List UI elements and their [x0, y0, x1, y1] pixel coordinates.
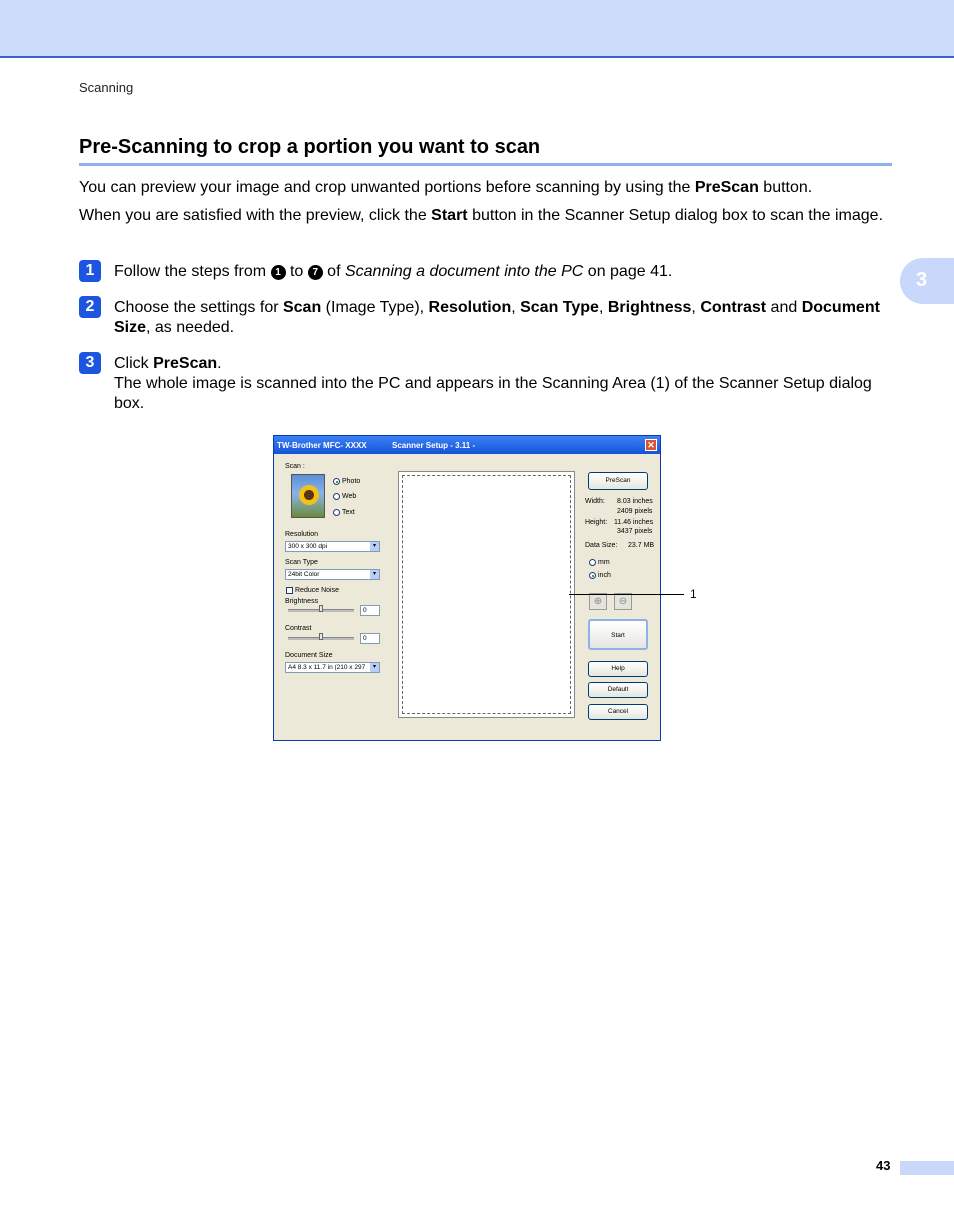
title-underline: [79, 163, 892, 166]
scanner-setup-dialog: [273, 435, 661, 741]
radio-mm[interactable]: [589, 559, 596, 566]
zoom-in-icon[interactable]: ⊕: [589, 593, 607, 610]
chapter-tab: 3: [900, 258, 954, 304]
radio-text[interactable]: [333, 509, 340, 516]
step-circle-7: 7: [308, 265, 323, 280]
radio-inch[interactable]: [589, 572, 596, 579]
brightness-slider-thumb[interactable]: [319, 605, 323, 612]
scan-type-select[interactable]: 24bit Color ▾: [285, 569, 380, 580]
reduce-noise-label: Reduce Noise: [295, 587, 339, 594]
callout-number: 1: [690, 587, 697, 601]
height-inches: 11.46 inches: [614, 519, 654, 526]
cancel-button[interactable]: Cancel: [588, 704, 648, 720]
contrast-slider-thumb[interactable]: [319, 633, 323, 640]
step-number-3: 3: [79, 352, 101, 374]
height-pixels: 3437 pixels: [617, 528, 653, 535]
default-button[interactable]: Default: [588, 682, 648, 698]
chevron-down-icon: ▾: [370, 542, 379, 551]
chevron-down-icon: ▾: [370, 663, 379, 672]
height-label: Height:: [585, 519, 608, 526]
help-button[interactable]: Help: [588, 661, 648, 677]
step-2-text: Choose the settings for Scan (Image Type), Resolution, Scan Type, Brightness, Contrast and Document Size, as needed.: [114, 299, 880, 336]
document-size-label: Document Size: [285, 652, 333, 659]
resolution-label: Resolution: [285, 531, 319, 538]
dialog-title-device: TW-Brother MFC- XXXX: [277, 441, 367, 450]
dialog-title-app: Scanner Setup - 3.11 -: [392, 441, 476, 450]
step-circle-1: 1: [271, 265, 286, 280]
radio-web[interactable]: [333, 493, 340, 500]
radio-photo[interactable]: [333, 478, 340, 485]
footer-bar: [900, 1161, 954, 1175]
document-size-select[interactable]: A4 8.3 x 11.7 in (210 x 297 ▾: [285, 662, 380, 673]
section-label: Scanning: [79, 80, 134, 95]
brightness-input[interactable]: 0: [360, 605, 380, 616]
radio-photo-label: Photo: [342, 478, 361, 485]
photo-preview-icon: [291, 474, 325, 518]
zoom-out-icon[interactable]: ⊖: [614, 593, 632, 610]
resolution-select[interactable]: 300 x 300 dpi ▾: [285, 541, 380, 552]
width-pixels: 2409 pixels: [617, 508, 653, 515]
page-number: 43: [876, 1158, 891, 1173]
intro-paragraph-1: You can preview your image and crop unwanted portions before scanning by using the PreScan button.: [79, 179, 813, 196]
step-3-text: Click PreScan. The whole image is scanned into the PC and appears in the Scanning Area (1) of the Scanner Setup dialog box.: [114, 355, 872, 412]
page-title: Pre-Scanning to crop a portion you want to scan: [79, 136, 541, 158]
chevron-down-icon: ▾: [370, 570, 379, 579]
intro-paragraph-2: When you are satisfied with the preview, click the Start button in the Scanner Setup dialog box to scan the image.: [79, 207, 884, 224]
data-size-label: Data Size:: [585, 542, 618, 549]
close-icon[interactable]: ✕: [645, 439, 657, 451]
scan-type-label: Scan Type: [285, 559, 318, 566]
step-number-1: 1: [79, 260, 101, 282]
brightness-label: Brightness: [285, 598, 319, 605]
start-button[interactable]: Start: [588, 619, 648, 650]
contrast-label: Contrast: [285, 625, 312, 632]
dialog-titlebar: [274, 436, 660, 454]
radio-mm-label: mm: [598, 559, 610, 566]
width-inches: 8.03 inches: [617, 498, 653, 505]
header-band: [0, 0, 954, 58]
reduce-noise-checkbox[interactable]: [286, 587, 293, 594]
width-label: Width:: [585, 498, 605, 505]
scanning-area[interactable]: [398, 471, 575, 718]
callout-leader-line: [569, 594, 684, 595]
radio-web-label: Web: [342, 493, 357, 500]
data-size-value: 23.7 MB: [628, 542, 655, 549]
step-number-2: 2: [79, 296, 101, 318]
contrast-input[interactable]: 0: [360, 633, 380, 644]
radio-text-label: Text: [342, 509, 355, 516]
scan-label: Scan :: [285, 463, 305, 470]
step-1-text: Follow the steps from 1 to 7 of Scanning a document into the PC on page 41.: [114, 263, 673, 280]
radio-inch-label: inch: [598, 572, 611, 579]
prescan-button[interactable]: PreScan: [588, 472, 648, 490]
